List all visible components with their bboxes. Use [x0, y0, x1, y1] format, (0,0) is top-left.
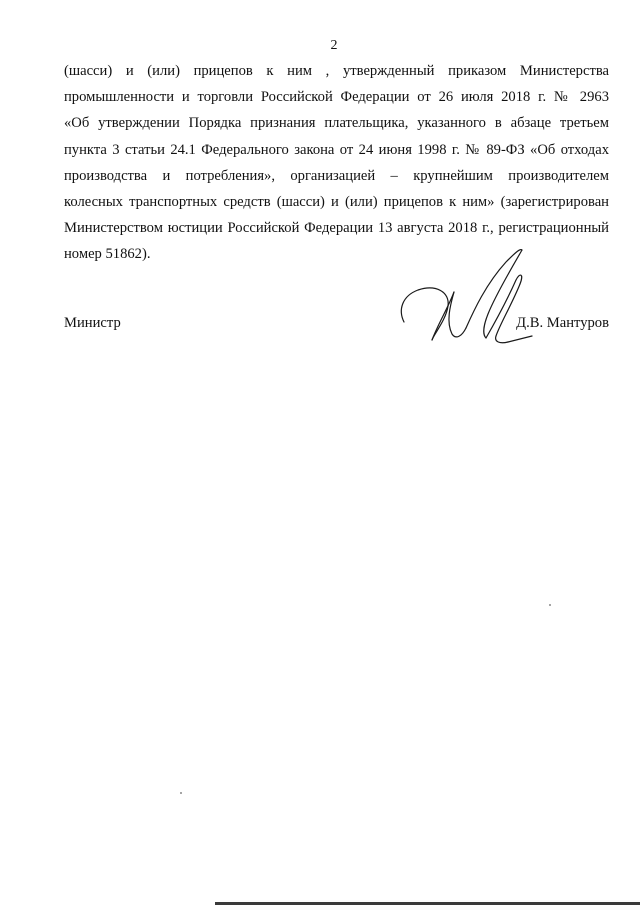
- body-line: промышленности и торговли Российской Федерации от 26 июля 2018 г. № 2963: [64, 89, 609, 106]
- scan-speck: [180, 792, 182, 794]
- signer-position: Министр: [64, 315, 121, 331]
- scan-speck: [549, 604, 551, 606]
- document-body: [64, 58, 609, 268]
- body-line: «Об утверждении Порядка признания плательщика, указанного в абзаце третьем: [64, 115, 609, 132]
- body-line: Министерством юстиции Российской Федерации 13 августа 2018 г., регистрационный: [64, 220, 609, 237]
- body-line: номер 51862).: [64, 246, 151, 263]
- signer-name: Д.В. Мантуров: [516, 315, 609, 331]
- signature-block: [64, 300, 609, 350]
- body-line: (шасси) и (или) прицепов к ним , утвержденный приказом Министерства: [64, 63, 609, 79]
- page-number: 2: [330, 38, 338, 53]
- body-line: производства и потребления», организацией – крупнейшим производителем: [64, 167, 609, 184]
- body-line: колесных транспортных средств (шасси) и (или) прицепов к ним» (зарегистрирован: [64, 194, 609, 211]
- body-line: пункта 3 статьи 24.1 Федерального закона от 24 июня 1998 г. № 89-ФЗ «Об отходах: [64, 141, 609, 158]
